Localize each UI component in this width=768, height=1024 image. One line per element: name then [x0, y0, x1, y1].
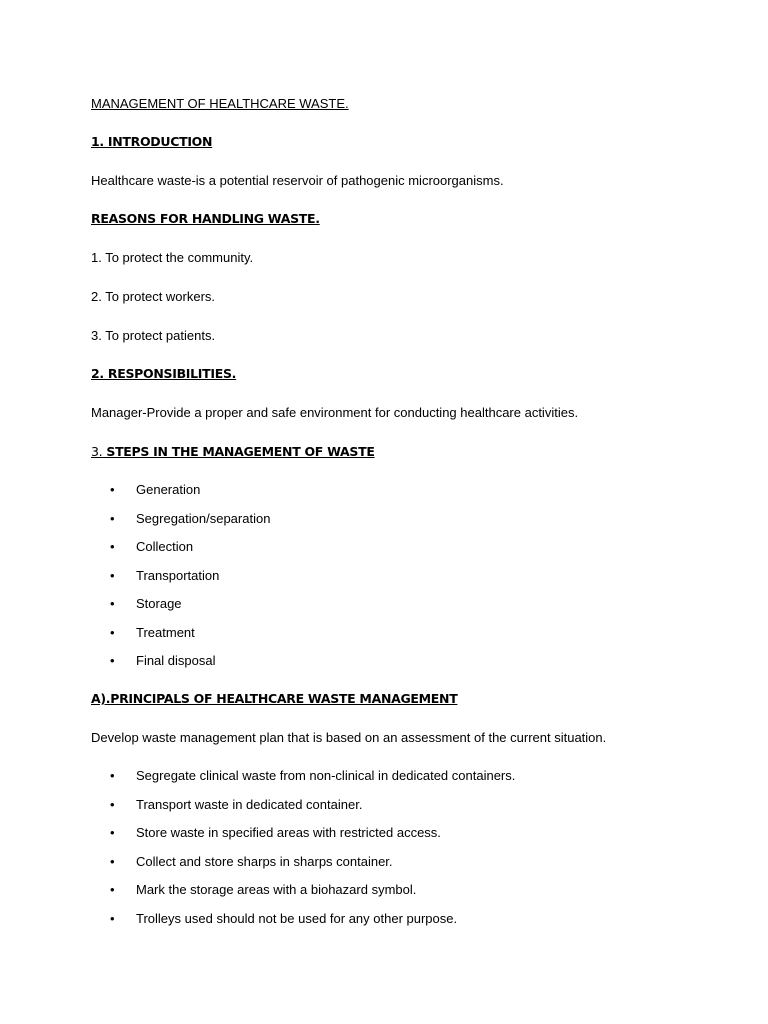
- list-item: Mark the storage areas with a biohazard symbol.: [136, 882, 417, 897]
- list-item: Transportation: [136, 568, 220, 583]
- bullet-icon: •: [110, 482, 115, 497]
- section-heading-responsibilities: 2. RESPONSIBILITIES.: [91, 366, 237, 381]
- bullet-icon: •: [110, 625, 115, 640]
- responsibilities-paragraph: Manager-Provide a proper and safe environment for conducting healthcare activities.: [91, 405, 579, 420]
- bullet-icon: •: [110, 854, 115, 869]
- list-item: Storage: [136, 596, 182, 611]
- list-item: Generation: [136, 482, 201, 497]
- bullet-icon: •: [110, 596, 115, 611]
- list-item: Segregation/separation: [136, 511, 271, 526]
- document-title: MANAGEMENT OF HEALTHCARE WASTE.: [91, 96, 349, 111]
- list-item: Trolleys used should not be used for any other purpose.: [136, 911, 458, 926]
- steps-heading-text: STEPS IN THE MANAGEMENT OF WASTE: [102, 444, 375, 459]
- bullet-icon: •: [110, 511, 115, 526]
- list-item: Collection: [136, 539, 194, 554]
- bullet-icon: •: [110, 797, 115, 812]
- bullet-icon: •: [110, 568, 115, 583]
- list-item: Store waste in specified areas with restricted access.: [136, 825, 441, 840]
- bullet-icon: •: [110, 653, 115, 668]
- section-heading-reasons: REASONS FOR HANDLING WASTE.: [91, 211, 320, 226]
- section-heading-principals: A).PRINCIPALS OF HEALTHCARE WASTE MANAGEMENT: [91, 691, 458, 706]
- reason-item: 2. To protect workers.: [91, 289, 216, 304]
- list-item: Segregate clinical waste from non-clinical in dedicated containers.: [136, 768, 516, 783]
- principals-intro-paragraph: Develop waste management plan that is based on an assessment of the current situation.: [91, 730, 607, 745]
- bullet-icon: •: [110, 911, 115, 926]
- list-item: Treatment: [136, 625, 195, 640]
- list-item: Collect and store sharps in sharps container.: [136, 854, 393, 869]
- steps-heading-number: 3.: [91, 444, 103, 459]
- section-heading-introduction: 1. INTRODUCTION: [91, 134, 213, 149]
- bullet-icon: •: [110, 825, 115, 840]
- bullet-icon: •: [110, 768, 115, 783]
- list-item: Transport waste in dedicated container.: [136, 797, 363, 812]
- bullet-icon: •: [110, 882, 115, 897]
- reason-item: 3. To protect patients.: [91, 328, 216, 343]
- reason-item: 1. To protect the community.: [91, 250, 254, 265]
- intro-paragraph: Healthcare waste-is a potential reservoir of pathogenic microorganisms.: [91, 173, 504, 188]
- bullet-icon: •: [110, 539, 115, 554]
- section-heading-steps: [91, 444, 375, 460]
- list-item: Final disposal: [136, 653, 216, 668]
